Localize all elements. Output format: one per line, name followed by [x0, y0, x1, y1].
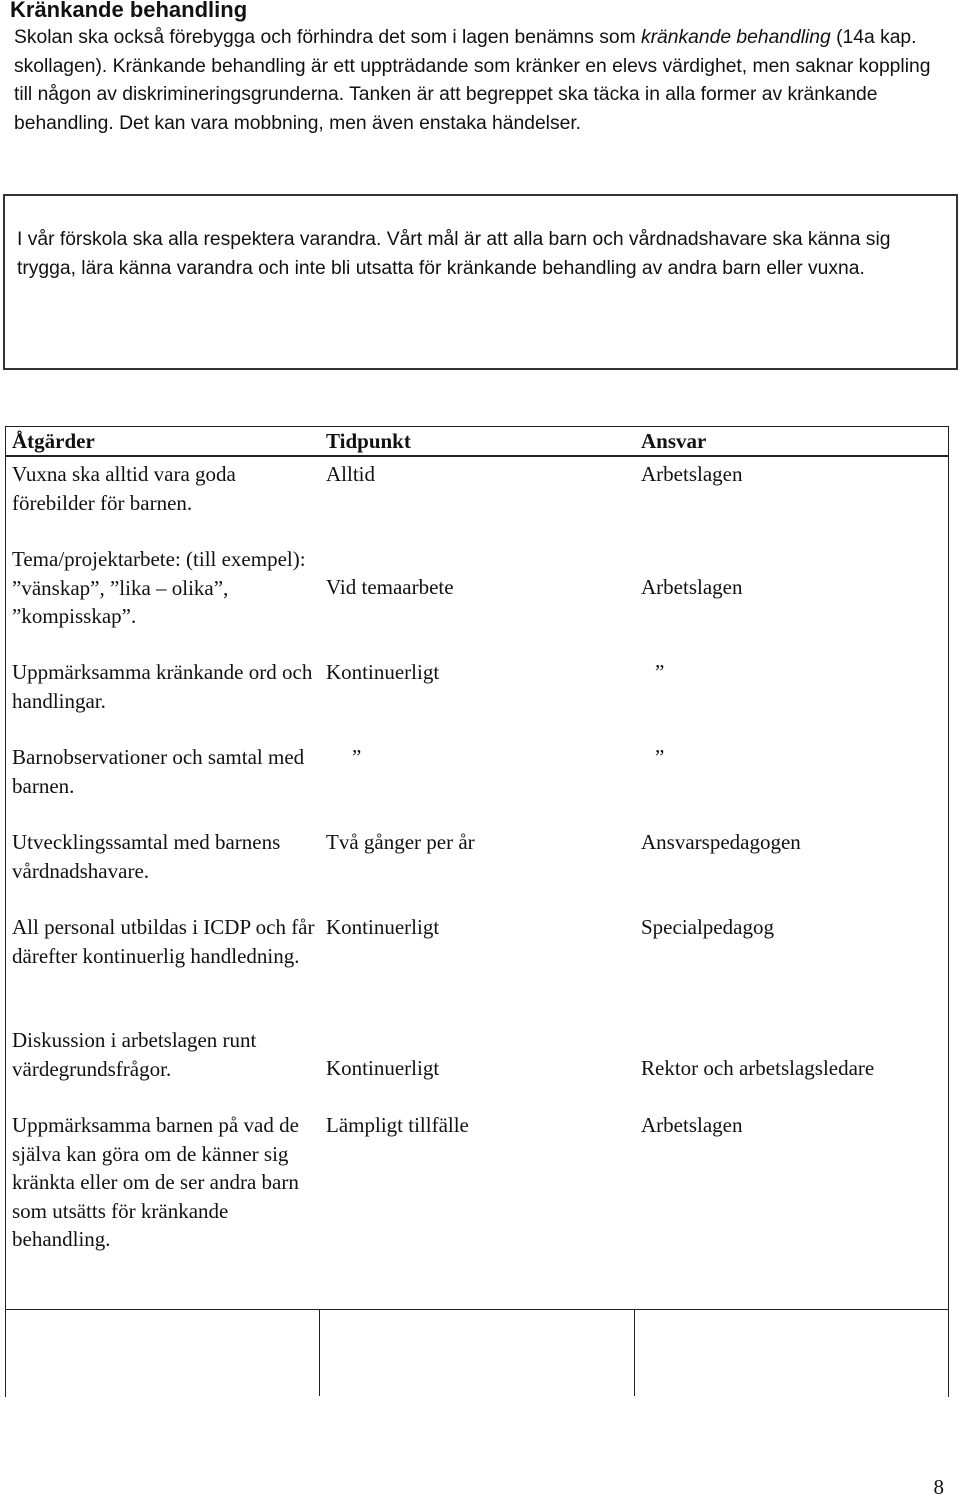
table-row-responsible: Ansvarspedagogen [641, 830, 801, 854]
table-row-time: Alltid [326, 462, 376, 486]
table-row-time: Lämpligt tillfälle [326, 1113, 469, 1137]
intro-text-end: (14a kap. skollagen). Kränkande behandling är ett uppträdande som kränker en elevs värdighet, men saknar koppling till någon av diskrimineringsgrunderna. Tanken är att begreppet ska täcka in alla former av kränkande behandling. Det kan vara mobbning, men även enstaka händelser. [14, 27, 931, 134]
table-row-responsible: Rektor och arbetslagsledare [641, 1056, 875, 1080]
table-row-action: Uppmärksamma kränkande ord och handlingar. [12, 660, 313, 713]
table-row-responsible: Arbetslagen [641, 462, 743, 486]
table-row-time: ” [352, 745, 362, 769]
intro-text-start: Skolan ska också förebygga och förhindra det som i lagen benämns som [14, 27, 641, 48]
table-row-time: Vid temaarbete [326, 575, 454, 599]
table-row-action: Diskussion i arbetslagen runt värdegrundsfrågor. [12, 1028, 257, 1081]
section-heading: Kränkande behandling [10, 0, 248, 22]
table-bottom-rule [5, 1309, 949, 1310]
table-row-action: All personal utbildas i ICDP och får därefter kontinuerlig handledning. [12, 915, 315, 968]
table-row-action: Tema/projektarbete: (till exempel): ”vänskap”, ”lika – olika”, ”kompisskap”. [12, 547, 306, 628]
table-row-time: Kontinuerligt [326, 660, 440, 684]
table-row-action: Utvecklingssamtal med barnens vårdnadshavare. [12, 830, 281, 883]
intro-paragraph [14, 24, 934, 138]
table-row-responsible: Arbetslagen [641, 1113, 743, 1137]
table-row-responsible: ” [655, 745, 665, 769]
table-row-time: Kontinuerligt [326, 1056, 440, 1080]
table-row-action: Uppmärksamma barnen på vad de själva kan göra om de känner sig kränkta eller om de ser andra barn som utsätts för kränkande behandling. [12, 1113, 299, 1251]
column-header-actions: Åtgärder [12, 429, 95, 453]
table-row-responsible: ” [655, 660, 665, 684]
table-header-rule [5, 455, 949, 457]
table-row-responsible: Arbetslagen [641, 575, 743, 599]
goal-text: I vår förskola ska alla respektera varandra. Vårt mål är att alla barn och vårdnadshavare ska känna sig trygga, lära känna varandra och inte bli utsatta för kränkande behandling av andra barn eller vuxna. [17, 229, 891, 279]
table-column-divider-2 [634, 1309, 635, 1396]
intro-italic-term: kränkande behandling [641, 27, 831, 48]
table-row-action: Barnobservationer och samtal med barnen. [12, 745, 305, 798]
table-row-time: Två gånger per år [326, 830, 475, 854]
table-column-divider-1 [319, 1309, 320, 1396]
goal-box [3, 194, 958, 370]
table-row-time: Kontinuerligt [326, 915, 440, 939]
column-header-responsible: Ansvar [641, 429, 707, 453]
page-number: 8 [933, 1475, 944, 1499]
table-row-action: Vuxna ska alltid vara goda förebilder för barnen. [12, 462, 236, 515]
column-header-time: Tidpunkt [326, 429, 411, 453]
table-row-responsible: Specialpedagog [641, 915, 774, 939]
